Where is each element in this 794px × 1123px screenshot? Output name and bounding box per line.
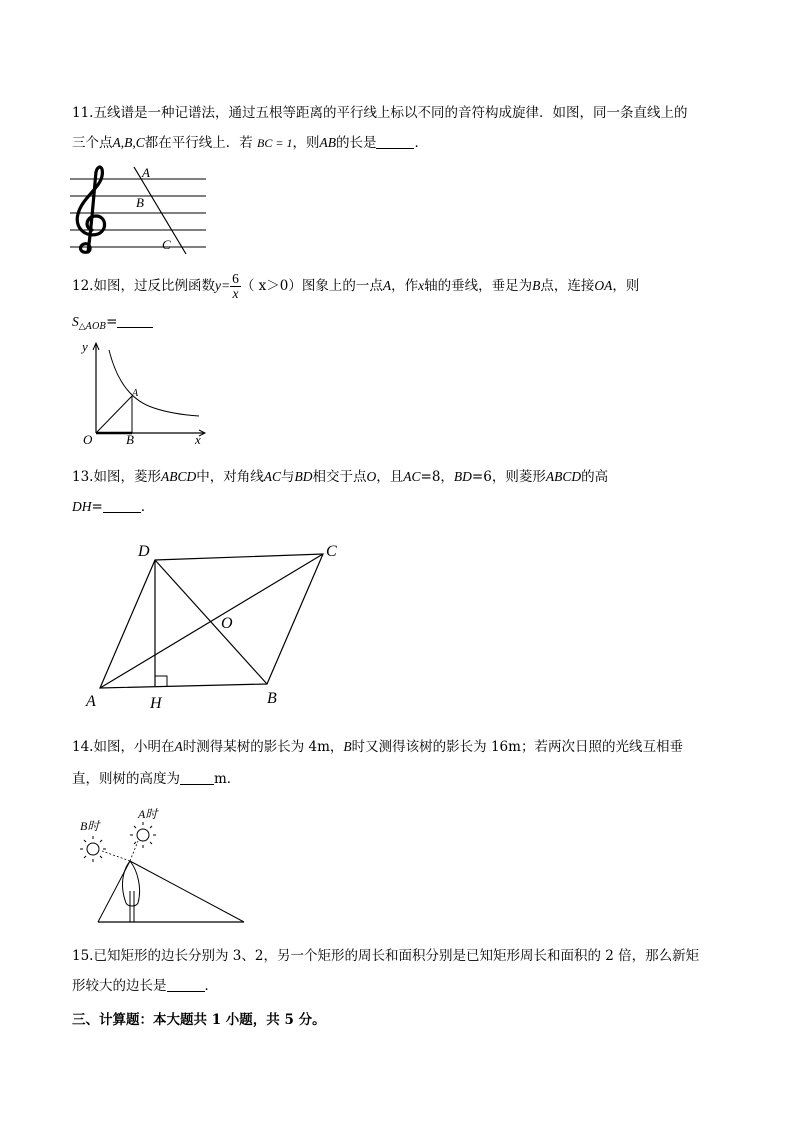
section-heading: 三、计算题：本大题共 1 小题，共 5 分。 (72, 1012, 326, 1028)
label-H: H (150, 695, 162, 712)
answer-blank[interactable] (167, 977, 205, 992)
q11-line1: 11.五线谱是一种记谱法，通过五根等距离的平行线上标以不同的音符构成旋律．如图，同一条直线上的 (72, 105, 688, 121)
q15-line2: 形较大的边长是 ． (72, 978, 218, 994)
label-y: y (82, 339, 88, 354)
label-A: A (86, 693, 96, 710)
label-A: A (132, 388, 139, 399)
label-C: C (162, 237, 171, 252)
fraction: $\frac{6}{x}$ (232, 271, 239, 301)
sun-icon (130, 822, 156, 848)
answer-blank[interactable] (117, 313, 153, 328)
rhombus-figure (80, 538, 350, 713)
label-C: C (326, 543, 337, 560)
label-atime: A时 (138, 807, 158, 821)
tree-shadow-figure (72, 805, 252, 930)
q13-line1: 13.如图，菱形ABCD中，对角线AC与BD相交于点O，且AC=8，BD=6，则菱形ABCD的高 (72, 469, 609, 485)
staff-figure (68, 162, 208, 257)
hyperbola-figure (74, 338, 214, 448)
answer-blank[interactable] (376, 134, 414, 149)
q15-line1: 15.已知矩形的边长分别为 3、2，另一个矩形的周长和面积分别是已知矩形周长和面积的 2 倍，那么新矩 (72, 948, 700, 964)
label-O: O (221, 615, 233, 632)
label-B: B (267, 690, 277, 707)
q14-line2: 直，则树的高度为 m． (72, 771, 241, 787)
q13-line2: DH= ． (72, 499, 155, 515)
label-A: A (142, 165, 150, 180)
label-B: B (136, 195, 144, 210)
label-x: x (195, 432, 201, 447)
q14-line1: 14.如图，小明在A时测得某树的影长为 4m，B时又测得该树的影长为 16m；若两次日照的光线互相垂 (72, 739, 683, 755)
treble-clef-icon (77, 167, 104, 252)
answer-blank[interactable] (103, 498, 141, 513)
label-B: B (126, 432, 134, 447)
label-O: O (83, 432, 93, 447)
q11-line2: 三个点A,B,C都在平行线上．若 BC = 1，则AB的长是 ． (72, 135, 428, 151)
label-btime: B时 (80, 819, 100, 833)
q12-line2: $S_{\triangle AOB}=$ (72, 312, 722, 337)
tree-icon (123, 861, 140, 922)
label-D: D (138, 543, 150, 560)
answer-blank[interactable] (180, 770, 214, 785)
q12-line1: 12.如图，过反比例函数y= $\frac{6}{x}$ （ x＞0）图象上的一点A，作x轴的垂线，垂足为B点，连接OA，则 (72, 271, 640, 301)
sun-icon (80, 836, 106, 862)
